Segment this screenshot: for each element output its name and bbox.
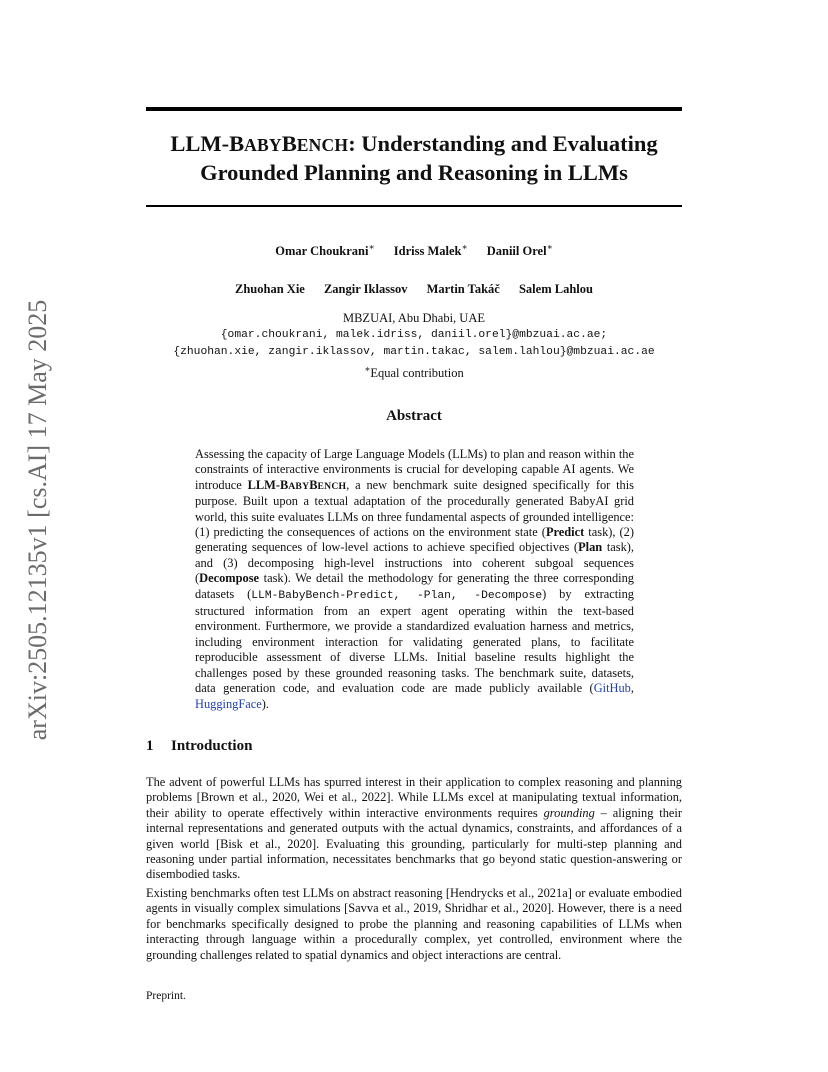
email-list-1: {omar.choukrani, malek.idriss, daniil.orel}@mbzuai.ac.ae; xyxy=(220,329,608,341)
title-bottom-rule xyxy=(146,205,682,207)
abstract-text: Assessing the capacity of Large Language Models (LLMs) to plan and reason within the constraints of interactive environments is crucial for developing capable AI agents. We introduce LLM-BABYBENCH, a new benchmark suite designed specifically for this purpose. Built upon a textual adaptation of the procedurally generated BabyAI grid world, this suite evaluates LLMs on three fundamental aspects of grounded intelligence: (1) predicting the consequences of actions on the environment state (Predict task), (2) generating sequences of low-level actions to achieve specified objectives (Plan task), and (3) decomposing high-level instructions into coherent subgoal sequences (Decompose task). We detail the methodology for generating the three corresponding datasets (LLM-BabyBench-Predict, -Plan, -Decompose) by extracting structured information from an expert agent operating within the text-based environment. Furthermore, we provide a standardized evaluation harness and metrics, including environment interaction for validating generated plans, to facilitate reproducible assessment of diverse LLMs. Initial baseline results highlight the challenges posed by these grounded reasoning tasks. The benchmark suite, datasets, data generation code, and evaluation code are made publicly available (GitHub, HuggingFace). xyxy=(195,447,635,711)
author: Zangir Iklassov xyxy=(323,282,408,296)
author: Salem Lahlou xyxy=(518,282,593,296)
paper-title xyxy=(146,130,682,187)
abstract-heading: Abstract xyxy=(386,408,442,424)
title-line-1: LLM-BABYBENCH: Understanding and Evaluating xyxy=(170,131,658,156)
section-heading-introduction: 1 Introduction xyxy=(146,738,253,754)
arxiv-sidebar-stamp: arXiv:2505.12135v1 [cs.AI] 17 May 2025 xyxy=(23,299,52,741)
author: Zhuohan Xie xyxy=(235,282,305,296)
author: Idriss Malek∗ xyxy=(393,242,468,259)
equal-contribution-note: ∗Equal contribution xyxy=(364,364,464,381)
author: Daniil Orel∗ xyxy=(486,242,553,259)
author-row-2 xyxy=(146,282,682,297)
author: Martin Takáč xyxy=(426,282,500,296)
affiliation-block xyxy=(100,310,728,382)
dataset-names: LLM-BabyBench-Predict, -Plan, -Decompose xyxy=(251,589,543,602)
benchmark-name: LLM-BABYBENCH xyxy=(247,477,347,492)
huggingface-link[interactable]: HuggingFace xyxy=(195,696,262,711)
author: Omar Choukrani∗ xyxy=(275,242,375,259)
author-row-1 xyxy=(146,242,682,259)
github-link[interactable]: GitHub xyxy=(593,681,631,696)
title-top-rule xyxy=(146,107,682,111)
email-list-2: {zhuohan.xie, zangir.iklassov, martin.takac, salem.lahlou}@mbzuai.ac.ae xyxy=(173,346,655,358)
institution: MBZUAI, Abu Dhabi, UAE xyxy=(342,311,485,325)
intro-paragraph-2: Existing benchmarks often test LLMs on abstract reasoning [Hendrycks et al., 2021a] or evaluate embodied agents in visually complex simulations [Savva et al., 2019, Shridhar et al., 2020]. However, there is a need for benchmarks specifically designed to probe the planning and reasoning capabilities of LLMs when interacting through language within a procedurally complex, yet controlled, environment where the grounding challenges related to spatial dynamics and object interactions are central. xyxy=(146,886,682,962)
title-line-2: Grounded Planning and Reasoning in LLMs xyxy=(200,160,628,185)
preprint-footer: Preprint. xyxy=(146,990,186,1002)
intro-paragraph-1: The advent of powerful LLMs has spurred interest in their application to complex reasoning and planning problems [Brown et al., 2020, Wei et al., 2022]. While LLMs excel at manipulating textual information, their ability to operate effectively within interactive environments requires grounding – aligning their internal representations and generated outputs with the actual dynamics, constraints, and affordances of a given world [Bisk et al., 2020]. Evaluating this grounding, particularly for multi-step planning and reasoning under partial information, necessitates benchmarks that go beyond static question-answering or disembodied tasks. xyxy=(146,775,682,882)
